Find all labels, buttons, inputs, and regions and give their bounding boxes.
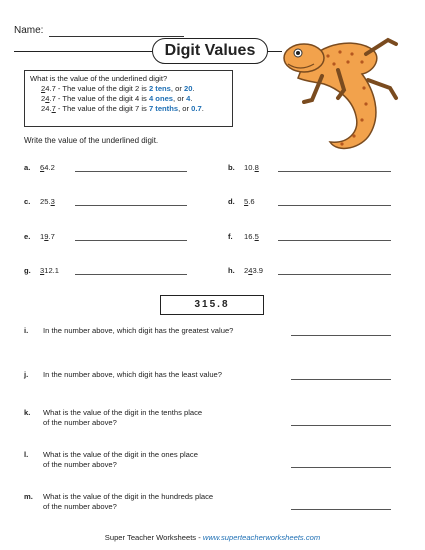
example-line-3: 24.7 - The value of the digit 7 is 7 tenths, or 0.7. (41, 104, 204, 113)
question-i: i. In the number above, which digit has the greatest value? (24, 326, 234, 335)
name-field[interactable] (49, 36, 184, 37)
item-a: a. 64.2 (24, 163, 55, 172)
question-m: m. What is the value of the digit in the hundreds place of the number above? (24, 492, 214, 511)
name-label: Name: (14, 25, 44, 36)
example-box (24, 70, 233, 127)
answer-blank-l[interactable] (291, 467, 391, 468)
number-box: 315.8 (160, 295, 264, 315)
answer-blank-h[interactable] (278, 274, 391, 275)
example-line-1: 24.7 - The value of the digit 2 is 2 tens, or 20. (41, 84, 195, 93)
example-prompt: What is the value of the underlined digit? (30, 74, 168, 83)
footer-brand: Super Teacher Worksheets (104, 533, 197, 542)
answer-blank-e[interactable] (75, 240, 187, 241)
answer-blank-d[interactable] (278, 205, 391, 206)
item-b: b. 10.8 (228, 163, 259, 172)
item-g: g. 312.1 (24, 266, 60, 275)
item-d: d. 5.6 (228, 197, 255, 206)
item-h: h. 243.9 (228, 266, 264, 275)
answer-blank-m[interactable] (291, 509, 391, 510)
question-k: k. What is the value of the digit in the tenths place of the number above? (24, 408, 203, 427)
item-e: e. 19.7 (24, 232, 55, 241)
question-j: j. In the number above, which digit has the least value? (24, 370, 222, 379)
answer-blank-i[interactable] (291, 335, 391, 336)
footer: Super Teacher Worksheets - www.superteacherworksheets.com (104, 533, 321, 542)
answer-blank-f[interactable] (278, 240, 391, 241)
item-f: f. 16.5 (228, 232, 259, 241)
answer-blank-b[interactable] (278, 171, 391, 172)
instructions: Write the value of the underlined digit. (24, 136, 159, 145)
page-title: Digit Values (152, 38, 268, 64)
example-line-2: 24.7 - The value of the digit 4 is 4 ones, or 4. (41, 94, 193, 103)
gecko-illustration (278, 18, 414, 158)
answer-blank-g[interactable] (75, 274, 187, 275)
answer-blank-a[interactable] (75, 171, 187, 172)
answer-blank-k[interactable] (291, 425, 391, 426)
footer-link[interactable]: www.superteacherworksheets.com (202, 533, 321, 542)
question-l: l. What is the value of the digit in the ones place of the number above? (24, 450, 198, 469)
answer-blank-c[interactable] (75, 205, 187, 206)
item-c: c. 25.3 (24, 197, 55, 206)
answer-blank-j[interactable] (291, 379, 391, 380)
